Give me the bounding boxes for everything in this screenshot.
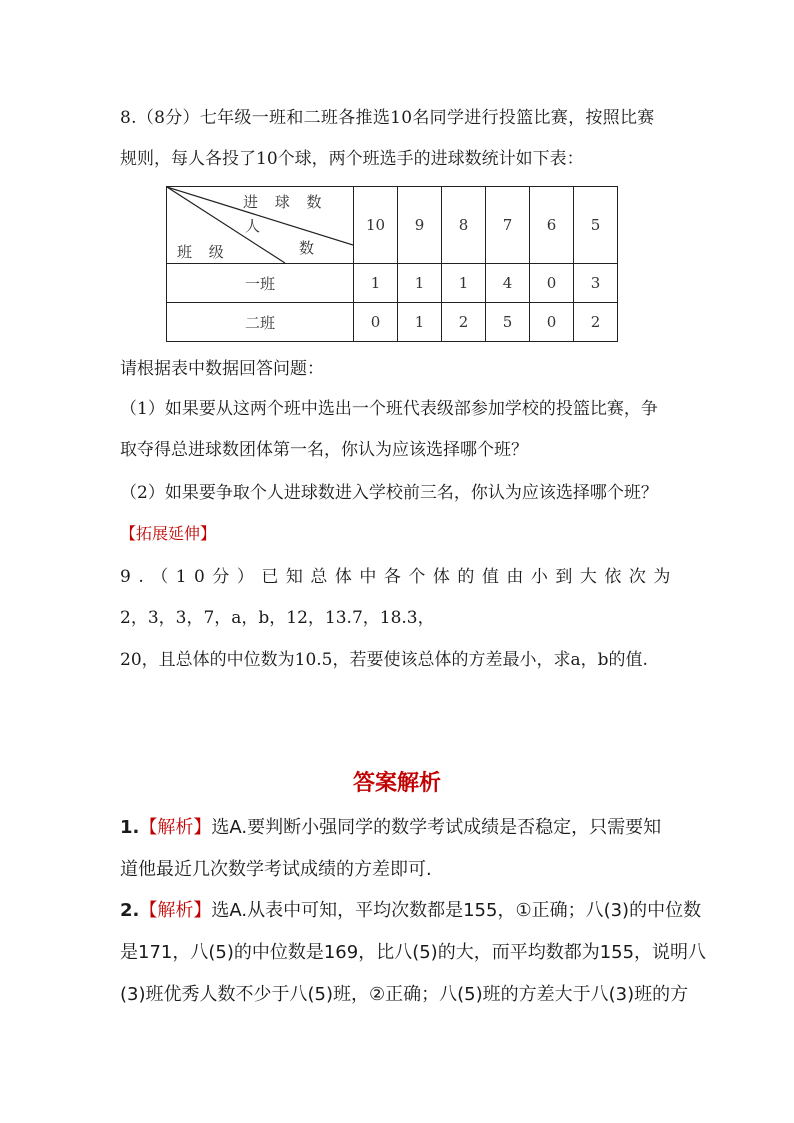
q8-part2: （2）如果要争取个人进球数进入学校前三名，你认为应该选择哪个班？ — [120, 483, 658, 503]
col-header: 5 — [574, 187, 618, 264]
row-label: 二班 — [167, 303, 354, 342]
table-cell: 3 — [574, 264, 618, 303]
q9-line1: 9.（10分）已知总体中各个体的值由小到大依次为 — [120, 567, 678, 587]
analysis-tag: 【解析】 — [139, 900, 212, 921]
table-cell: 4 — [486, 264, 530, 303]
table-cell: 2 — [442, 303, 486, 342]
col-header: 7 — [486, 187, 530, 264]
answer-text: 选A.从表中可知，平均次数都是155，①正确；八(3)的中位数 — [211, 900, 702, 921]
answer-text: 选A.要判断小强同学的数学考试成绩是否稳定，只需要知 — [211, 817, 662, 838]
q8-stem-line1: 8.（8分）七年级一班和二班各推选10名同学进行投篮比赛，按照比赛 — [120, 108, 655, 128]
col-header: 8 — [442, 187, 486, 264]
answers-title: 答案解析 — [352, 771, 441, 796]
answer-1-line2: 道他最近几次数学考试成绩的方差即可. — [120, 859, 432, 880]
answer-2-line3: (3)班优秀人数不少于八(5)班，②正确；八(5)班的方差大于八(3)班的方 — [120, 984, 689, 1005]
table-cell: 0 — [530, 303, 574, 342]
q8-part1-line2: 取夺得总进球数团体第一名，你认为应该选择哪个班？ — [120, 440, 528, 460]
header-count: 数 — [299, 239, 321, 257]
answer-2-line2: 是171，八(5)的中位数是169，比八(5)的大，而平均数都为155，说明八 — [120, 942, 707, 963]
row-label: 一班 — [167, 264, 354, 303]
col-header: 9 — [398, 187, 442, 264]
answer-number: 2. — [120, 900, 140, 921]
table-cell: 2 — [574, 303, 618, 342]
q9-line2: 2，3，3，7，a，b，12，13.7，18.3， — [120, 608, 435, 628]
q8-part1-line1: （1）如果要从这两个班中选出一个班代表级部参加学校的投篮比赛，争 — [120, 399, 658, 419]
table-diagonal-header — [167, 187, 354, 264]
q8-prompt: 请根据表中数据回答问题： — [120, 359, 324, 379]
col-header: 6 — [530, 187, 574, 264]
table-row — [167, 303, 618, 342]
goals-table — [166, 186, 618, 342]
table-cell: 0 — [530, 264, 574, 303]
answer-1-line1 — [120, 815, 661, 841]
table-cell: 5 — [486, 303, 530, 342]
table-cell: 1 — [398, 303, 442, 342]
extension-heading: 【拓展延伸】 — [120, 524, 217, 543]
table-row — [167, 264, 618, 303]
answer-number: 1. — [120, 817, 140, 838]
answer-2-line1 — [120, 898, 701, 924]
header-goals: 进 球 数 — [243, 193, 328, 211]
table-cell: 1 — [442, 264, 486, 303]
header-class: 班 级 — [177, 243, 230, 261]
q8-stem-line2: 规则，每人各投了10个球，两个班选手的进球数统计如下表： — [120, 149, 584, 169]
col-header: 10 — [354, 187, 398, 264]
analysis-tag: 【解析】 — [139, 817, 212, 838]
table-cell: 1 — [398, 264, 442, 303]
table-cell: 0 — [354, 303, 398, 342]
table-cell: 1 — [354, 264, 398, 303]
q9-line3: 20，且总体的中位数为10.5，若要使该总体的方差最小，求a，b的值. — [120, 650, 648, 670]
header-people: 人 — [245, 217, 267, 235]
